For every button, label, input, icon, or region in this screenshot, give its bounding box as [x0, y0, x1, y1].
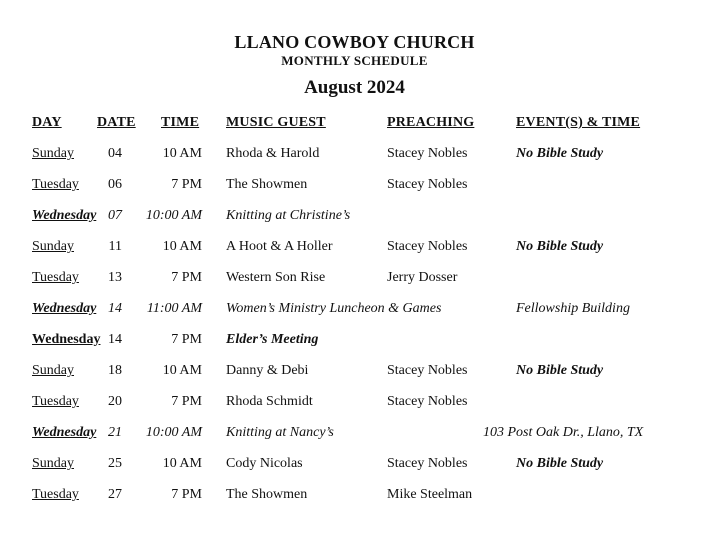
schedule-row [0, 239, 709, 259]
row-day: Wednesday [32, 208, 97, 223]
row-day: Tuesday [32, 177, 79, 192]
row-music-guest: Women’s Ministry Luncheon & Games [226, 301, 442, 316]
row-time: 7 PM [171, 487, 202, 502]
column-header-music-guest: MUSIC GUEST [226, 115, 326, 130]
row-day: Wednesday [32, 425, 97, 440]
row-time: 7 PM [171, 177, 202, 192]
row-date: 07 [108, 208, 122, 223]
row-day: Tuesday [32, 487, 79, 502]
row-time: 10:00 AM [145, 425, 202, 440]
schedule-row [0, 425, 709, 445]
month-title: August 2024 [304, 77, 405, 98]
row-date: 18 [108, 363, 122, 378]
row-music-guest: Rhoda Schmidt [226, 394, 313, 409]
column-header-date: DATE [97, 115, 136, 130]
schedule-row [0, 363, 709, 383]
row-event: No Bible Study [516, 239, 604, 254]
column-header-events: EVENT(S) & TIME [516, 115, 641, 130]
row-date: 04 [108, 146, 122, 161]
row-day: Wednesday [32, 301, 97, 316]
row-music-guest: Rhoda & Harold [226, 146, 320, 161]
row-preaching: Stacey Nobles [387, 177, 468, 192]
schedule-row [0, 301, 709, 321]
column-header-preaching: PREACHING [387, 115, 475, 130]
row-time: 10 AM [162, 363, 202, 378]
row-date: 27 [108, 487, 122, 502]
row-music-guest: Western Son Rise [226, 270, 326, 285]
schedule-row [0, 332, 709, 352]
row-music-guest: Knitting at Christine’s [226, 208, 351, 223]
row-music-guest: A Hoot & A Holler [226, 239, 333, 254]
row-day: Sunday [32, 363, 74, 378]
row-preaching: Stacey Nobles [387, 239, 468, 254]
row-time: 10 AM [162, 239, 202, 254]
row-time: 11:00 AM [146, 301, 202, 316]
row-date: 14 [108, 301, 122, 316]
column-header-time: TIME [161, 115, 200, 130]
row-preaching: Stacey Nobles [387, 146, 468, 161]
row-music-guest: Elder’s Meeting [226, 332, 319, 347]
row-preaching: Stacey Nobles [387, 394, 468, 409]
row-music-guest: Danny & Debi [226, 363, 309, 378]
row-date: 13 [108, 270, 122, 285]
schedule-row [0, 487, 709, 507]
schedule-row [0, 208, 709, 228]
row-event: Fellowship Building [516, 301, 630, 316]
row-date: 20 [108, 394, 122, 409]
row-time: 10 AM [162, 146, 202, 161]
row-music-guest: Cody Nicolas [226, 456, 303, 471]
row-preaching: Jerry Dosser [387, 270, 458, 285]
row-time: 7 PM [171, 270, 202, 285]
schedule-subtitle: MONTHLY SCHEDULE [281, 53, 428, 68]
row-music-guest: Knitting at Nancy’s [226, 425, 334, 440]
row-day: Tuesday [32, 394, 79, 409]
church-title: LLANO COWBOY CHURCH [234, 32, 475, 52]
schedule-row [0, 394, 709, 414]
row-event: 103 Post Oak Dr., Llano, TX [483, 425, 644, 440]
schedule-row [0, 146, 709, 166]
row-event: No Bible Study [516, 146, 604, 161]
schedule-row [0, 270, 709, 290]
row-date: 25 [108, 456, 122, 471]
row-date: 11 [108, 239, 122, 254]
row-event: No Bible Study [516, 363, 604, 378]
row-time: 7 PM [171, 332, 202, 347]
row-event: No Bible Study [516, 456, 604, 471]
row-day: Sunday [32, 146, 74, 161]
row-preaching: Mike Steelman [387, 487, 473, 502]
schedule-row [0, 177, 709, 197]
row-time: 7 PM [171, 394, 202, 409]
schedule-row [0, 456, 709, 476]
row-music-guest: The Showmen [226, 487, 308, 502]
row-date: 21 [108, 425, 122, 440]
column-header-day: DAY [32, 115, 62, 130]
row-time: 10 AM [162, 456, 202, 471]
row-day: Sunday [32, 239, 74, 254]
row-preaching: Stacey Nobles [387, 363, 468, 378]
row-music-guest: The Showmen [226, 177, 308, 192]
row-day: Wednesday [32, 332, 101, 347]
row-date: 14 [108, 332, 122, 347]
row-day: Tuesday [32, 270, 79, 285]
row-time: 10:00 AM [145, 208, 202, 223]
row-date: 06 [108, 177, 122, 192]
row-day: Sunday [32, 456, 74, 471]
row-preaching: Stacey Nobles [387, 456, 468, 471]
